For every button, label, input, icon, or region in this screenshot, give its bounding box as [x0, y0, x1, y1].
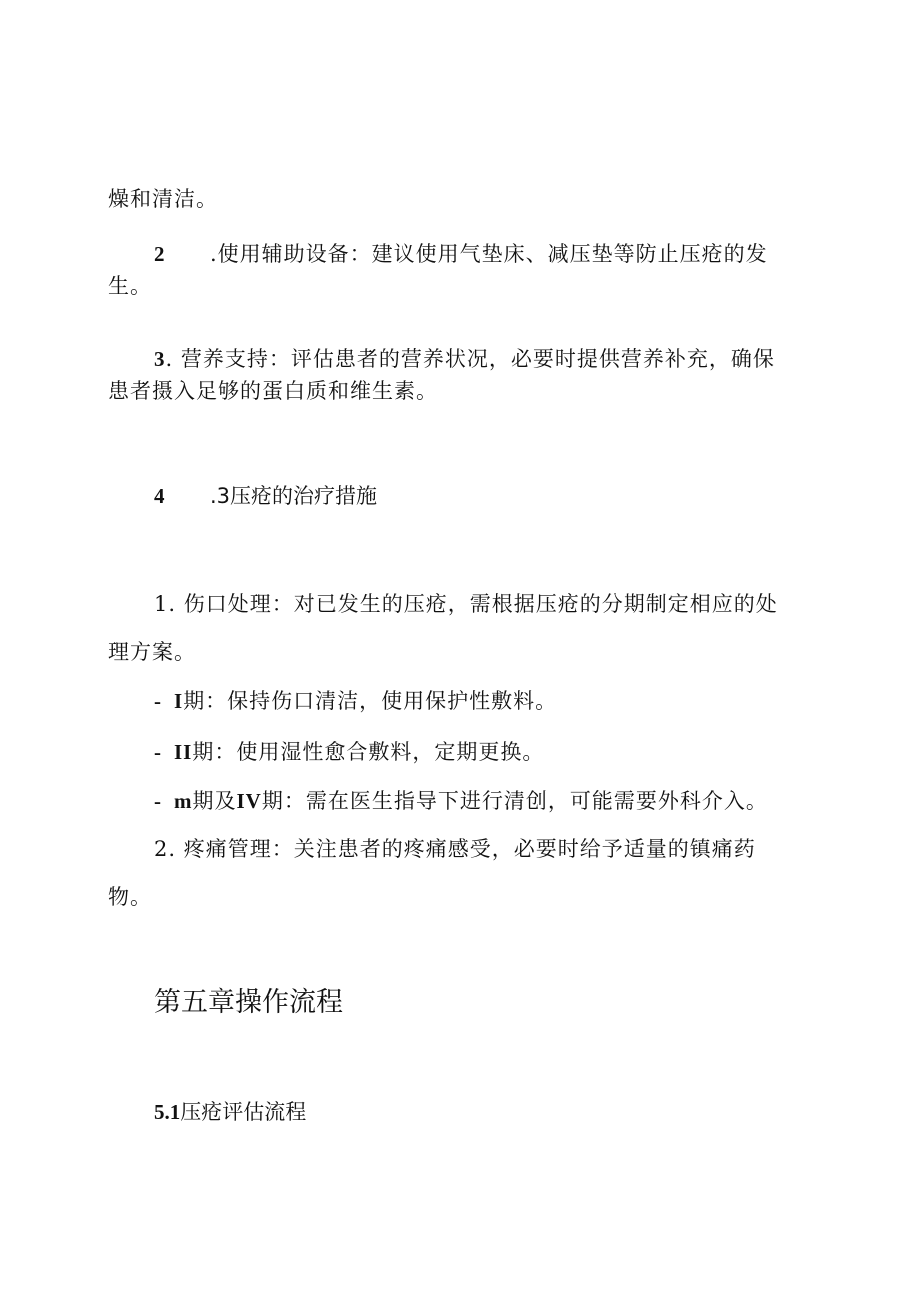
- stage-item-2: [154, 738, 544, 766]
- treatment-item-2-line1: 2. 疼痛管理：关注患者的疼痛感受，必要时给予适量的镇痛药: [154, 837, 756, 861]
- item-number: 3: [154, 347, 166, 371]
- section-heading-4-3: [154, 482, 377, 510]
- stage-item-1: [154, 687, 557, 715]
- item-number: 2: [154, 242, 166, 266]
- treatment-item-2-line2: 物。: [108, 885, 152, 909]
- item-text: .使用辅助设备：建议使用气垫床、减压垫等防止压疮的发: [210, 242, 768, 266]
- stage-label-b: IV: [236, 789, 262, 813]
- section-title: 压疮评估流程: [180, 1100, 307, 1124]
- dash-bullet: -: [154, 689, 162, 713]
- dash-bullet: -: [154, 789, 162, 813]
- continuation-text: 燥和清洁。: [108, 187, 218, 211]
- stage-text: 期：使用湿性愈合敷料，定期更换。: [192, 740, 545, 764]
- treatment-item-1-line1: 1. 伤口处理：对已发生的压疮，需根据压疮的分期制定相应的处: [154, 592, 778, 616]
- prevention-item-2-line1: [154, 240, 768, 268]
- stage-mid-text: 期及: [192, 789, 237, 813]
- chapter-title: 第五章操作流程: [154, 987, 343, 1018]
- stage-label: II: [174, 740, 193, 764]
- section-number: 4: [154, 484, 165, 508]
- section-title: .3压疮的治疗措施: [210, 484, 378, 508]
- stage-label-a: m: [174, 789, 193, 813]
- prevention-item-2-line2: 生。: [108, 274, 152, 298]
- section-heading-5-1: [154, 1098, 306, 1126]
- stage-text: 期：保持伤口清洁，使用保护性敷料。: [183, 689, 558, 713]
- prevention-item-3-line1: [154, 345, 775, 373]
- dash-bullet: -: [154, 740, 162, 764]
- stage-text: 期：需在医生指导下进行清创，可能需要外科介入。: [261, 789, 768, 813]
- prevention-item-3-line2: 患者摄入足够的蛋白质和维生素。: [108, 379, 438, 403]
- section-number: 5.1: [154, 1100, 181, 1124]
- treatment-item-1-line2: 理方案。: [108, 640, 196, 664]
- stage-label: I: [174, 689, 184, 713]
- stage-item-3: [154, 787, 768, 815]
- item-text: . 营养支持：评估患者的营养状况，必要时提供营养补充，确保: [165, 347, 775, 371]
